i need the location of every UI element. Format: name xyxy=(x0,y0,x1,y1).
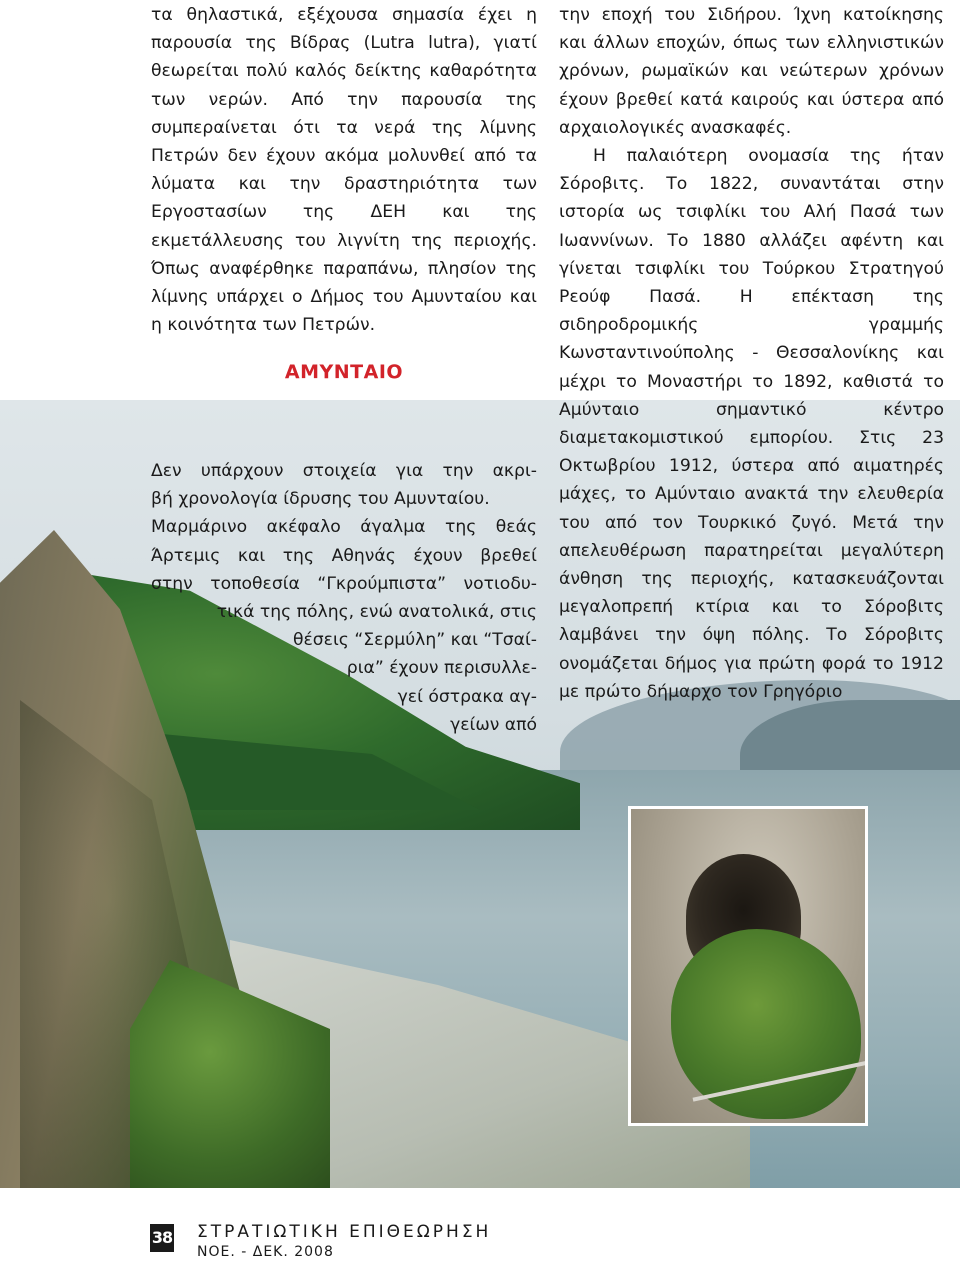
right-paragraph-1: την εποχή του Σιδήρου. Ίχνη κατοίκησης και άλλων εποχών, όπως των ελληνιστικών χρόνων, ρωμαϊκών και νεώτερων χρόνων έχουν βρεθεί κατά καιρούς και ύστερα από αρχαιολογικές ανασκαφές. xyxy=(559,5,944,138)
text-line: γείων από xyxy=(450,714,537,735)
cave-inset-photo xyxy=(628,806,868,1126)
right-column xyxy=(559,1,944,706)
text-line: θέσεις “Σερμύλη” και “Τσαί- xyxy=(292,630,537,651)
page-number: 38 xyxy=(150,1224,174,1252)
text-line: Δεν υπάρχουν στοιχεία για την ακρι- xyxy=(151,461,537,481)
text-line: Άρτεμις και της Αθηνάς έχουν βρεθεί xyxy=(151,545,537,566)
section-heading-amyntaio: ΑΜΥΝΤΑΙΟ xyxy=(284,361,404,384)
left-wrapped-paragraph xyxy=(151,457,537,739)
left-paragraph-1: τα θηλαστικά, εξέχουσα σημασία έχει η παρουσία της Βίδρας (Lutra lutra), γιατί θεωρείται πολύ καλός δείκτης καθαρότητα των νερών. Από την παρουσία της συμπεραίνεται ότι τα νερά της λίμνης Πετρών δεν έχουν ακόμα μολυνθεί από τα λύματα και την δραστηριότητα των Εργοστασίων της ΔΕΗ και της εκμετάλλευσης του λιγνίτη της περιοχής. Όπως αναφέρθηκε παραπάνω, πλησίον της λίμνης υπάρχει ο Δήμος του Αμυνταίου και η κοινότητα των Πετρών. xyxy=(151,5,537,336)
right-paragraph-2: Η παλαιότερη ονομασία της ήταν Σόροβιτς. Το 1822, συναντάται στην ιστορία ως τσιφλίκι του Αλή Πασά των Ιωαννίνων. Το 1880 αλλάζει αφέντη και γίνεται τσιφλίκι του Τούρκου Στρατηγού Ρεούφ Πασά. Η επέκταση της σιδηροδρομικής γραμμής Κωνσταντινούπολης - Θεσσαλονίκης και μέχρι το Μοναστήρι το 1892, καθιστά το Αμύνταιο σημαντικό κέντρο διαμετακομιστικού εμπορίου. Στις 23 Οκτωβρίου 1912, ύστερα από αιματηρές μάχες, το Αμύνταιο ανακτά την ελευθερία του από τον Τουρκικό ζυγό. Μετά την απελευθέρωση παρατηρείται μεγαλύτερη άνθηση της περιοχής, κατασκευάζονται μεγαλοπρεπή κτίρια και το Σόροβιτς λαμβάνει την όψη πόλης. Το Σόροβιτς ονομάζεται δήμος για πρώτη φορά το 1912 με πρώτο δήμαρχο τον Γρηγόριο xyxy=(559,146,944,702)
text-line: βή χρονολογία ίδρυσης του Αμυνταίου. xyxy=(151,489,490,510)
page-footer xyxy=(150,1218,650,1264)
magazine-title: ΣΤΡΑΤΙΩΤΙΚΗ ΕΠΙΘΕΩΡΗΣΗ xyxy=(197,1222,492,1242)
text-line: γεί όστρακα αγ- xyxy=(397,686,537,707)
text-line: ρια” έχουν περισυλλε- xyxy=(346,658,537,679)
text-line: στην τοποθεσία “Γκρούμπιστα” νοτιοδυ- xyxy=(151,573,537,594)
text-line: τικά της πόλης, ενώ ανατολικά, στις xyxy=(216,602,537,623)
text-line: Μαρμάρινο ακέφαλο άγαλμα της θεάς xyxy=(151,517,537,538)
issue-date: ΝΟΕ. - ΔΕΚ. 2008 xyxy=(197,1244,334,1260)
left-column xyxy=(151,1,537,388)
